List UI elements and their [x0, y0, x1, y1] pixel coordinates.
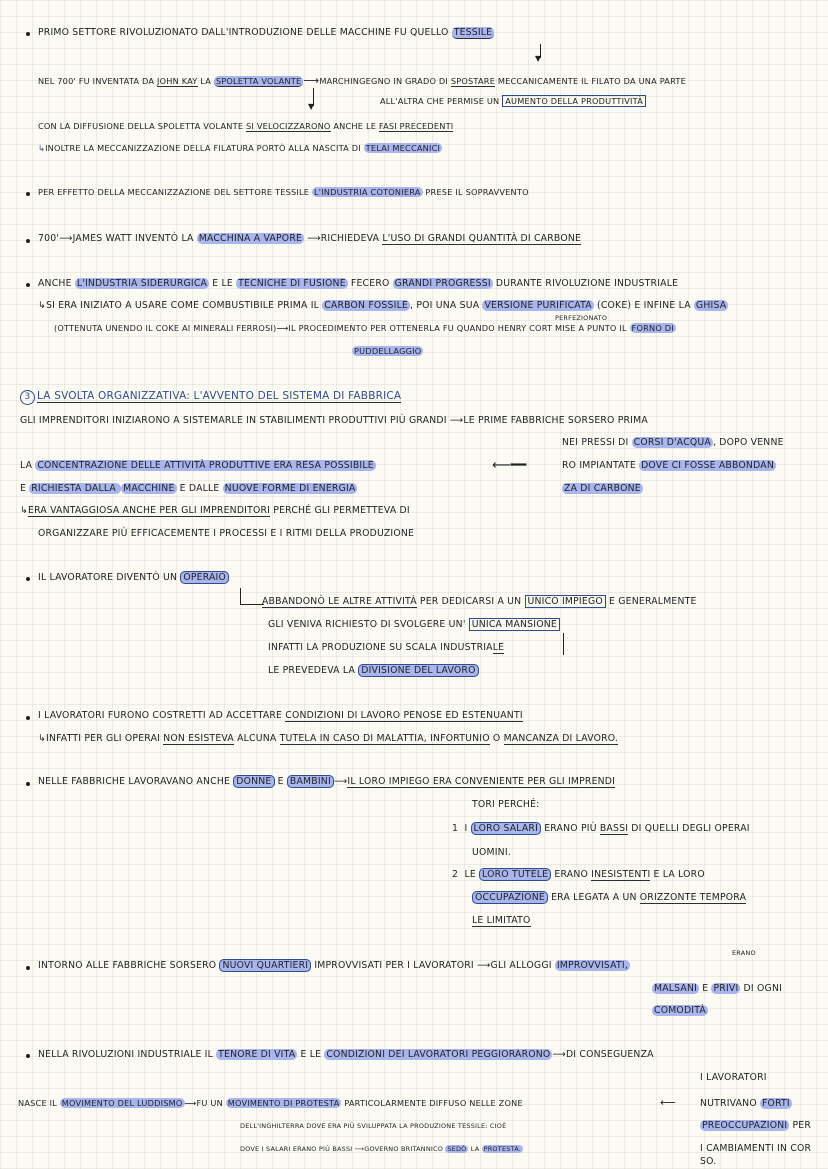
note-line: RO IMPIANTATE DOVE CI FOSSE ABBONDAN	[562, 460, 774, 471]
note-line: PUDDELLAGGIO	[354, 346, 422, 356]
note-line: PER EFFETTO DELLA MECCANIZZAZIONE DEL SETTORE TESSILE L'INDUSTRIA COTONIERA PRESE IL SOPRAVVENTO	[38, 187, 529, 197]
note-line: PREOCCUPAZIONI PER	[702, 1120, 812, 1131]
note-line: SO.	[700, 1156, 717, 1167]
bullet-dot	[26, 716, 30, 720]
corner-arrow-icon: ↳	[38, 300, 46, 311]
superscript-note: ERANO	[732, 949, 756, 957]
right-arrow-icon: ⟶	[473, 960, 491, 971]
note-line: NUTRIVANO FORTI	[700, 1098, 790, 1109]
bullet-dot	[26, 192, 30, 196]
right-arrow-icon: ⟶	[333, 776, 348, 787]
note-line: INTORNO ALLE FABBRICHE SORSERO NUOVI QUARTIERI IMPROVVISATI PER I LAVORATORI ⟶GLI ALLOGGI IMPROVVISATI,	[38, 960, 628, 971]
list-item: 2 LE LORO TUTELE ERANO INESISTENTI E LA LORO	[452, 869, 705, 880]
note-line: NELLE FABBRICHE LAVORAVANO ANCHE DONNE E BAMBINI ⟶IL LORO IMPIEGO ERA CONVENIENTE PER GLI IMPRENDI	[38, 776, 616, 787]
section-number-circle: 3	[20, 390, 35, 405]
note-line: ANCHE L'INDUSTRIA SIDERURGICA E LE TECNICHE DI FUSIONE FECERO GRANDI PROGRESSI DURANTE RIVOLUZIONE INDUSTRIALE	[38, 278, 679, 289]
bullet-dot	[26, 577, 30, 581]
right-arrow-icon: ⟶	[352, 1145, 365, 1153]
corner-arrow-icon: ↳	[20, 505, 28, 516]
note-line: NASCE IL MOVIMENTO DEL LUDDISMO ⟶FU UN MOVIMENTO DI PROTESTA PARTICOLARMENTE DIFFUSO NELLE ZONE	[18, 1098, 523, 1108]
note-line: I LAVORATORI	[700, 1072, 767, 1083]
note-line: NELLA RIVOLUZIONI INDUSTRIALE IL TENORE DI VITA E LE CONDIZIONI DEI LAVORATORI PEGGIORARONO ⟶DI CONSEGUENZA	[38, 1049, 654, 1060]
bullet-dot	[26, 782, 30, 786]
note-line: ABBANDONÒ LE ALTRE ATTIVITÀ PER DEDICARSI A UN UNICO IMPIEGO E GENERALMENTE	[262, 596, 697, 607]
note-line: ALL'ALTRA CHE PERMISE UN AUMENTO DELLA PRODUTTIVITÀ	[380, 97, 646, 106]
note-line: DOVE I SALARI ERANO PIÙ BASSI ⟶GOVERNO BRITANNICO SEDÒ LA PROTESTA.	[240, 1145, 522, 1153]
right-arrow-icon: ⟶	[276, 323, 289, 333]
right-arrow-icon: ⟶	[304, 233, 321, 244]
down-arrow-icon: ▼	[535, 54, 542, 63]
note-line: LE PREVEDEVA LA DIVISIONE DEL LAVORO	[268, 666, 479, 677]
note-line: I CAMBIAMENTI IN COR	[700, 1143, 812, 1154]
connector-line	[240, 588, 241, 604]
note-line: PRIMO SETTORE RIVOLUZIONATO DALL'INTRODUZIONE DELLE MACCHINE FU QUELLO TESSILE	[38, 27, 493, 38]
note-line: CON LA DIFFUSIONE DELLA SPOLETTA VOLANTE SI VELOCIZZARONO ANCHE LE FASI PRECEDENTI	[38, 121, 454, 131]
note-line: (OTTENUTA UNENDO IL COKE AI MINERALI FERROSI)⟶IL PROCEDIMENTO PER OTTENERLA FU QUANDO HENRY CORT MISE A PUNTO IL FORNO DI	[54, 323, 674, 333]
note-line: UOMINI.	[472, 847, 511, 858]
connector-line	[240, 604, 264, 605]
list-item: 1 I LORO SALARI ERANO PIÙ BASSI DI QUELLI DEGLI OPERAI	[452, 823, 750, 834]
note-line: E RICHIESTA DALLA MACCHINE E DALLE NUOVE FORME DI ENERGIA	[20, 483, 356, 494]
bullet-dot	[26, 283, 30, 287]
bullet-dot	[26, 239, 30, 243]
note-line: IL LAVORATORE DIVENTÒ UN OPERAIO	[38, 573, 229, 584]
section-heading: 3 LA SVOLTA ORGANIZZATIVA: L'AVVENTO DEL SISTEMA DI FABBRICA	[20, 390, 401, 405]
corner-arrow-icon: ↳	[38, 143, 46, 153]
note-line: ORGANIZZARE PIÙ EFFICACEMENTE I PROCESSI E I RITMI DELLA PRODUZIONE	[38, 528, 415, 539]
right-arrow-icon: ⟶	[184, 1098, 197, 1108]
right-arrow-icon: ⟶	[446, 415, 464, 426]
note-line: NEI PRESSI DI CORSI D'ACQUA , DOPO VENNE	[562, 437, 784, 448]
bullet-dot	[26, 1054, 30, 1058]
note-line: ZA DI CARBONE	[564, 483, 641, 494]
note-line: TORI PERCHÉ:	[472, 799, 540, 810]
note-line: ↳ERA VANTAGGIOSA ANCHE PER GLI IMPRENDITORI PERCHÉ GLI PERMETTEVA DI	[20, 505, 410, 516]
note-line: ↳SI ERA INIZIATO A USARE COME COMBUSTIBILE PRIMA IL CARBON FOSSILE , POI UNA SUA VERSIONE PURIFICATA (COKE) E INFINE LA GHISA	[38, 300, 727, 311]
note-line: ↳INFATTI PER GLI OPERAI NON ESISTEVA ALCUNA TUTELA IN CASO DI MALATTIA, INFORTUNIO O MANCANZA DI LAVORO.	[38, 733, 619, 744]
note-line: LE LIMITATO	[472, 915, 531, 926]
bullet-dot	[26, 32, 30, 36]
note-line: OCCUPAZIONE ERA LEGATA A UN ORIZZONTE TEMPORA	[472, 893, 746, 904]
note-line: GLI VENIVA RICHIESTO DI SVOLGERE UN' UNICA MANSIONE	[268, 620, 560, 631]
note-line: NEL 700' FU INVENTATA DA JOHN KAY LA SPOLETTA VOLANTE ⟶MARCHINGEGNO IN GRADO DI SPOSTARE MECCANICAMENTE IL FILATO DA UNA PARTE	[38, 74, 686, 87]
note-line: LA CONCENTRAZIONE DELLE ATTIVITÀ PRODUTTIVE ERA RESA POSSIBILE	[20, 460, 374, 471]
note-line: 700'⟶JAMES WATT INVENTÒ LA MACCHINA A VAPORE ⟶RICHIEDEVA L'USO DI GRANDI QUANTITÀ DI CARBONE	[38, 233, 582, 244]
bullet-dot	[26, 966, 30, 970]
left-arrow-icon: ⟵━━	[492, 458, 527, 473]
right-arrow-icon: ⟶	[552, 1049, 566, 1060]
corner-arrow-icon: ↳	[38, 733, 46, 744]
connector-line	[563, 633, 564, 655]
down-arrow-icon: ▼	[308, 102, 315, 111]
note-line: I LAVORATORI FURONO COSTRETTI AD ACCETTARE CONDIZIONI DI LAVORO PENOSE ED ESTENUANTI	[38, 710, 523, 721]
superscript-note: PERFEZIONATO	[555, 314, 608, 322]
right-arrow-icon: ⟶	[59, 233, 73, 244]
note-line: ↳INOLTRE LA MECCANIZZAZIONE DELLA FILATURA PORTÒ ALLA NASCITA DI TELAI MECCANICI	[38, 143, 441, 153]
note-line: INFATTI LA PRODUZIONE SU SCALA INDUSTRIALE	[268, 642, 505, 653]
note-line: COMODITÀ	[654, 1005, 706, 1016]
note-line: MALSANI E PRIVI DI OGNI	[654, 983, 783, 994]
left-arrow-icon: ⟵	[660, 1096, 676, 1109]
right-arrow-icon: ⟶	[303, 74, 320, 87]
note-line: DELL'INGHILTERRA DOVE ERA PIÙ SVILUPPATA LA PRODUZIONE TESSILE: CIOÈ	[240, 1122, 507, 1130]
note-line: GLI IMPRENDITORI INIZIARONO A SISTEMARLE IN STABILIMENTI PRODUTTIVI PIÙ GRANDI ⟶LE PRIME FABBRICHE SORSERO PRIMA	[20, 415, 648, 426]
